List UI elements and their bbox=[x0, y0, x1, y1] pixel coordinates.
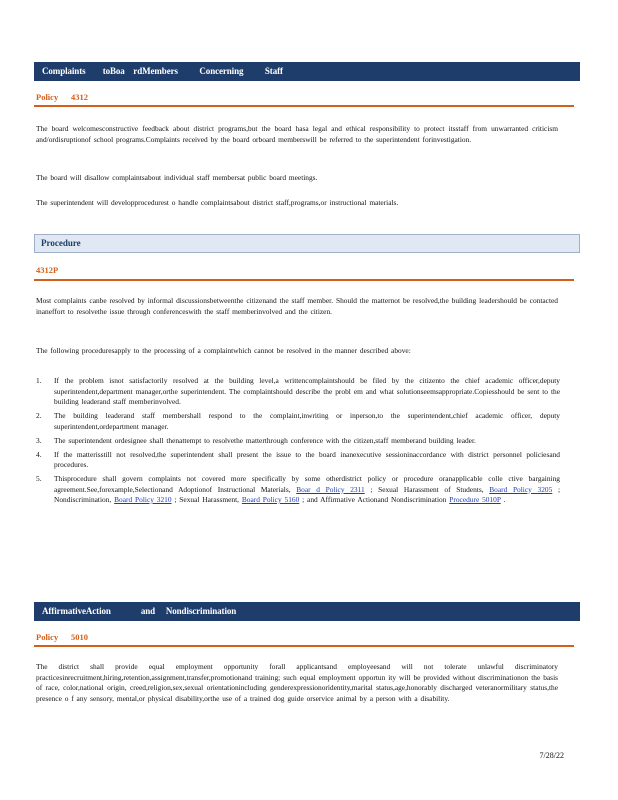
section-header-complaints: Complaints toBoa rdMembers Concerning Staff bbox=[34, 62, 580, 81]
procedure-paragraph-2: The following proceduresapply to the processing of a complaintwhich cannot be resolved in the manner described above: bbox=[36, 346, 411, 355]
section-header-affirmative-action: AffirmativeAction and Nondiscrimination bbox=[34, 602, 580, 621]
procedure-steps-list bbox=[36, 376, 560, 509]
procedure-paragraph-1: Most complaints canbe resolved by informal discussionsbetweenthe citizenand the staff member. Should the matternot be resolved,the building leadershould be contacted inaneffort to resolvethe issue through conferenceswith the staff memberinvolved and the citizen. bbox=[36, 296, 558, 316]
section-header-procedure: Procedure bbox=[34, 234, 580, 253]
list-item-text: ; Nondiscrimination, bbox=[54, 484, 560, 504]
list-item-text: If the problem isnot satisfactorily resolved at the building level,a writtencomplaintshould be filed by the citizento the chief academic officer,deputy superintendent,department manager,orthe superintendent. The complaintshould describe the probl em and what solutionseemsappropriate.Copiesshould be sent to the building leaderand staff memberinvolved. bbox=[54, 376, 560, 406]
procedure-4312p-label: 4312P bbox=[36, 265, 59, 275]
section-divider bbox=[34, 105, 574, 107]
list-item-text: ; Sexual Harassment, bbox=[171, 495, 242, 504]
list-item-number: 3. bbox=[36, 435, 42, 445]
list-item-number: 1. bbox=[36, 376, 42, 385]
list-item-text: ; and Affirmative Actionand Nondiscrimination bbox=[299, 495, 450, 504]
list-item-text: If the matterisstill not resolved,the superintendent shall present the issue to the board inanexecutive sessioninaccordance with district personnel policiesand procedures. bbox=[54, 449, 560, 469]
policy-4312-paragraph-2: The board will disallow complaintsabout individual staff membersat public board meetings. bbox=[36, 173, 318, 182]
list-item bbox=[36, 436, 560, 447]
list-item bbox=[36, 450, 560, 471]
section-divider bbox=[34, 645, 574, 647]
list-item-text: Thisprocedure shall govern complaints not covered more specifically by some otherdistrict policy or procedure oranapplicable colle ctive bargaining agreement.See,forexample,Selectionand Adoptionof Instructional Materials, bbox=[54, 474, 560, 494]
policy-5010-paragraph: The district shall provide equal employment opportunity forall applicantsand employeesand will not tolerate unlawful discriminatory practicesinrecruitment,hiring,retention,assignment,transfer,promotionand training; such equal employment opportun ity will be provided without discriminationon the basis of race, color,national origin, creed,religion,sex,sexual orientationincluding genderexpressionoridentity,marital status,age,honorably discharged veteranormilitary status,the presence o f any sensory, mental,or physical disability,orthe use of a trained dog guide orservice animal by a person with a disability. bbox=[36, 662, 558, 703]
board-policy-3205-link[interactable]: Board Policy 3205 bbox=[489, 484, 553, 494]
board-policy-5160-link[interactable]: Board Policy 5160 bbox=[241, 495, 300, 504]
list-item bbox=[36, 376, 560, 408]
list-item-number: 2. bbox=[36, 411, 42, 420]
list-item-number: 5. bbox=[36, 474, 42, 483]
board-policy-2311-link[interactable]: Boar d Policy 2311 bbox=[296, 484, 365, 494]
list-item-text: The superintendent ordesignee shall thenattempt to resolvethe matterthrough conference with the citizen,staff memberand building leader. bbox=[54, 435, 476, 445]
policy-4312-label: Policy 4312 bbox=[36, 92, 88, 102]
list-item-number: 4. bbox=[36, 449, 42, 459]
policy-4312-paragraph-1: The board welcomesconstructive feedback about district programs,but the board hasa legal and ethical responsibility to protect itsstaff from unwarranted criticism and/ordisruptionof school programs.Complaints received by the board orboard memberswill be referred to the superintendent forinvestigation. bbox=[36, 124, 558, 144]
list-item bbox=[36, 474, 560, 506]
procedure-5010p-link[interactable]: Procedure 5010P bbox=[449, 495, 501, 504]
policy-5010-label: Policy 5010 bbox=[36, 632, 88, 642]
list-item-text: . bbox=[500, 495, 506, 504]
list-item bbox=[36, 411, 560, 432]
page-date: 7/28/22 bbox=[539, 751, 564, 760]
board-policy-3210-link[interactable]: Board Policy 3210 bbox=[114, 495, 172, 504]
list-item-text: ; Sexual Harassment of Students, bbox=[364, 484, 490, 494]
list-item-text: The building leaderand staff membershall respond to the complaint,inwriting or inperson,to the superintendent,chief academic officer, deputy superintendent,ordepartment manager. bbox=[54, 411, 560, 431]
policy-4312-paragraph-3: The superintendent will developprocedurest o handle complaintsabout district staff,programs,or instructional materials. bbox=[36, 198, 399, 207]
section-divider bbox=[34, 279, 574, 281]
